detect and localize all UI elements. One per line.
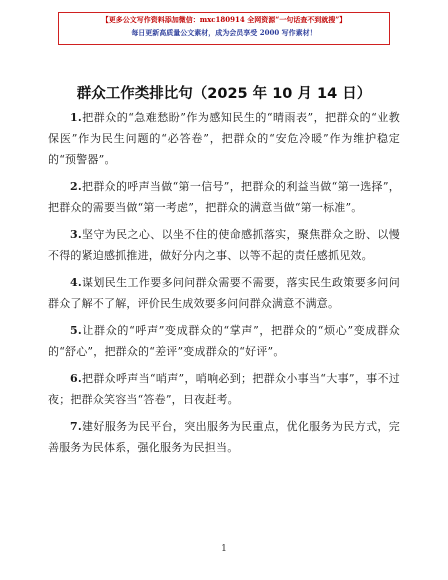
paragraph-number: 6.: [70, 372, 82, 385]
paragraph-text: 坚守为民之心、以坐不住的使命感抓落实，聚焦群众之盼、以慢不得的紧迫感抓推进，做好分内之事、以等不起的责任感抓见效。: [48, 228, 400, 262]
document-title: 群众工作类排比句（2025 年 10 月 14 日）: [76, 86, 372, 102]
paragraph-number: 2.: [70, 180, 82, 193]
paragraph-number: 5.: [70, 324, 82, 337]
promo-banner: [58, 12, 390, 45]
paragraph-text: 把群众的呼声当做“第一信号”，把群众的利益当做“第一选择”，把群众的需要当做“第一考虑”，把群众的满意当做“第一标准”。: [48, 180, 400, 214]
paragraph-1: [48, 107, 400, 170]
document-body: [48, 107, 400, 464]
paragraph-number: 7.: [70, 420, 82, 433]
paragraph-text: 把群众的“急难愁盼”作为感知民生的“晴雨表”，把群众的“业教保医”作为民生问题的“必答卷”，把群众的“安危冷暖”作为维护稳定的“预警器”。: [48, 111, 400, 166]
paragraph-text: 谋划民生工作要多问问群众需要不需要，落实民生政策要多问问群众了解不了解，评价民生成效要多问问群众满意不满意。: [48, 276, 400, 310]
paragraph-4: [48, 272, 400, 314]
page-number: 1: [221, 544, 227, 554]
paragraph-number: 1.: [70, 111, 82, 124]
paragraph-3: [48, 224, 400, 266]
paragraph-text: 让群众的“呼声”变成群众的“掌声”，把群众的“烦心”变成群众的“舒心”，把群众的“差评”变成群众的“好评”。: [48, 324, 400, 358]
paragraph-6: [48, 368, 400, 410]
paragraph-2: [48, 176, 400, 218]
paragraph-text: 建好服务为民平台，突出服务为民重点，优化服务为民方式，完善服务为民体系，强化服务为民担当。: [48, 420, 400, 454]
paragraph-number: 4.: [70, 276, 82, 289]
paragraph-number: 3.: [70, 228, 82, 241]
paragraph-text: 把群众呼声当“哨声”，哨响必到；把群众小事当“大事”，事不过夜；把群众笑容当“答卷”，日夜赶考。: [48, 372, 400, 406]
paragraph-5: [48, 320, 400, 362]
paragraph-7: [48, 416, 400, 458]
promo-banner-line-2: 每日更新高质量公文素材，成为会员享受 2000 写作素材！: [131, 28, 317, 37]
promo-banner-line-1: 【更多公文写作资料添加微信：mxc180914 全网资源“一句话查不到就搜”】: [101, 15, 347, 24]
